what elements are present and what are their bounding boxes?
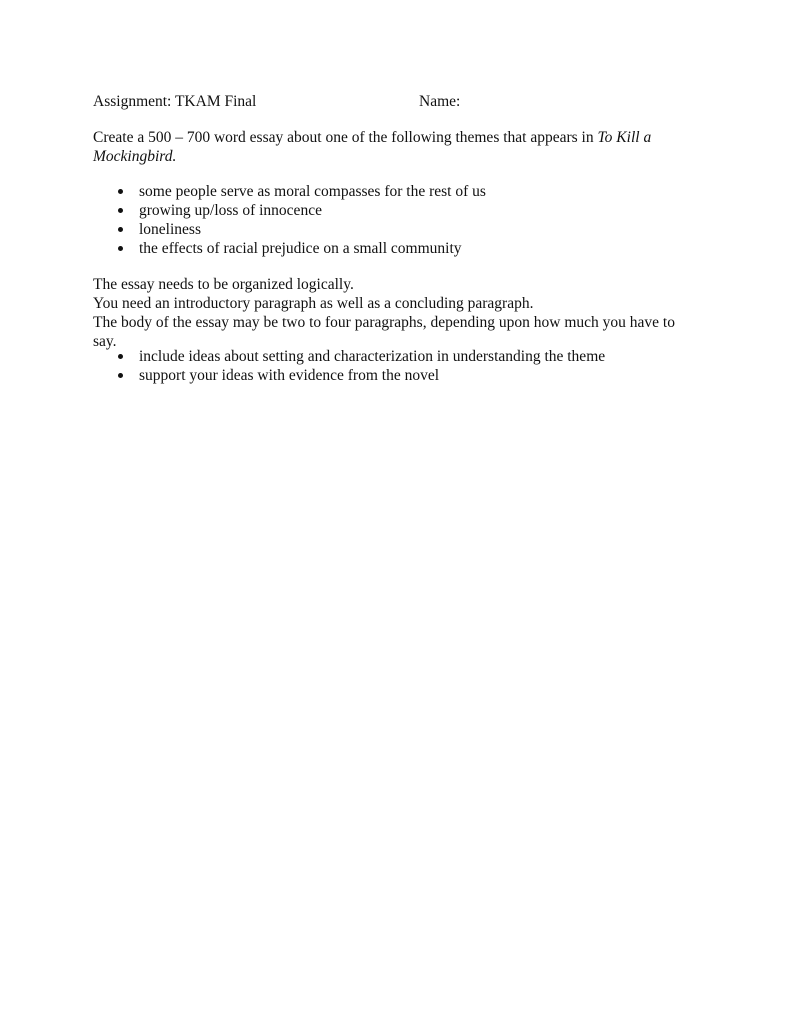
theme-text: growing up/loss of innocence <box>139 202 322 219</box>
bullet-icon <box>118 354 123 359</box>
bullet-icon <box>118 208 123 213</box>
theme-item <box>93 220 693 239</box>
intro-text: Create a 500 – 700 word essay about one of the following themes that appears in <box>93 129 598 146</box>
bullet-icon <box>118 373 123 378</box>
instruction-line: The body of the essay may be two to four paragraphs, depending upon how much you have to say. <box>93 314 675 350</box>
bullet-icon <box>118 246 123 251</box>
theme-item <box>93 182 693 201</box>
theme-text: the effects of racial prejudice on a small community <box>139 240 462 257</box>
requirement-item <box>93 366 693 385</box>
intro-paragraph <box>93 128 683 166</box>
instruction-line: You need an introductory paragraph as well as a concluding paragraph. <box>93 295 534 312</box>
theme-item <box>93 201 693 220</box>
novel-title: To Kill a Mockingbird. <box>93 129 652 165</box>
name-label: Name: <box>419 93 461 110</box>
requirement-item <box>93 347 693 366</box>
bullet-icon <box>118 227 123 232</box>
header <box>93 92 693 112</box>
instruction-line: The essay needs to be organized logically. <box>93 276 354 293</box>
bullet-icon <box>118 189 123 194</box>
instructions <box>93 275 693 351</box>
requirement-text: support your ideas with evidence from the novel <box>139 367 440 384</box>
requirement-text: include ideas about setting and characterization in understanding the theme <box>139 348 606 365</box>
requirements-list <box>93 347 693 385</box>
theme-text: loneliness <box>139 221 201 238</box>
themes-list <box>93 182 693 258</box>
theme-text: some people serve as moral compasses for the rest of us <box>139 183 486 200</box>
theme-item <box>93 239 693 258</box>
assignment-title: Assignment: TKAM Final <box>93 93 257 110</box>
